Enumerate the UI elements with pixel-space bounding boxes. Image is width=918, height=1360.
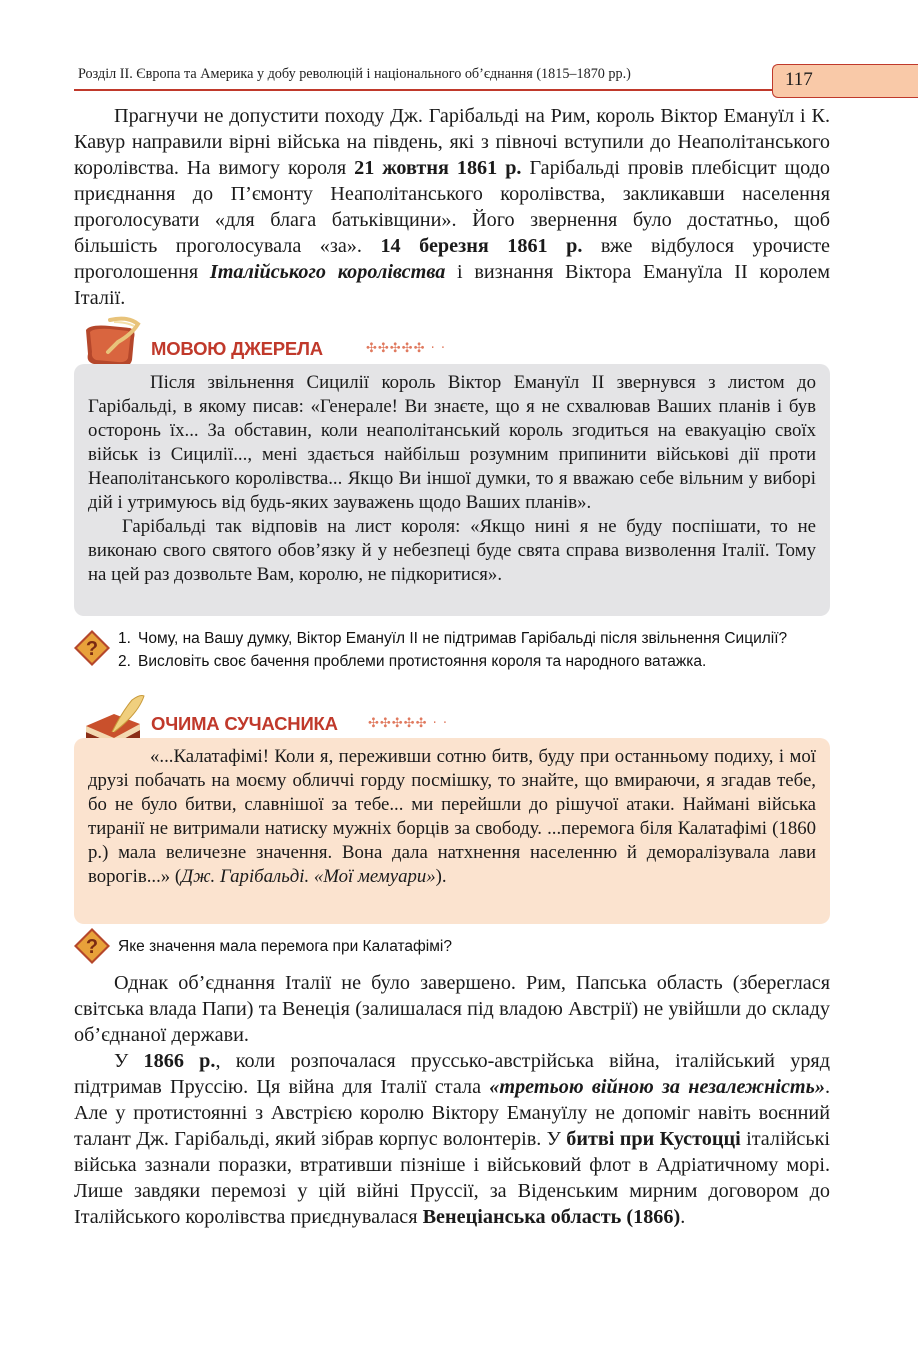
- bold-run: 1866 р.: [143, 1050, 216, 1072]
- source2-title: ОЧИМА СУЧАСНИКА: [151, 713, 338, 734]
- source2-quote: [88, 745, 816, 889]
- questions-list-1: [118, 628, 830, 672]
- title-ornament: ✣✣✣✣✣ · ·: [366, 341, 446, 356]
- question-number: 1.: [118, 630, 131, 647]
- source2-text: «...Калатафімі! Коли я, переживши сотню битв, буду при останньому подиху, і мої друзі побачать на моєму обличчі горду посмішку, то знайте, що вмираючи, я згадав тебе, бо не було битви, славнішої за тебе... ми перейшли до рішучої атаки. Наймані війська тиранії не витримали натиску мужніх борців за свободу. ...перемога біля Калатафімі (1860 р.) мала величезне значення. Вона дала натхнення населенню й деморалізувала лави ворогів...» (: [88, 746, 816, 887]
- page-number: 117: [785, 69, 813, 90]
- question-item: [118, 628, 830, 649]
- bold-run: 14 березня 1861 р.: [380, 235, 583, 257]
- text-run: італійські війська зазнали поразки, втративши пізніше і військовий флот в Адріатичному морі. Лише завдяки перемозі у цій війні Пруссії, за Віденським мирним договором до Італійського королівства приєднувалася: [74, 1128, 830, 1228]
- source2-end: ).: [435, 866, 447, 887]
- source1-title: МОВОЮ ДЖЕРЕЛА: [151, 338, 323, 359]
- header-rule: [74, 89, 774, 91]
- paragraph-third-war: [74, 1048, 830, 1230]
- source2-citation: Дж. Гарібальді. «Мої мемуари»: [181, 866, 436, 887]
- question-text: Висловіть своє бачення проблеми протистояння короля та народного ватажка.: [138, 653, 707, 670]
- text-run: Гарібальді провів плебісцит щодо приєднання до П’ємонту Неаполітанського королівства, закликавши населення проголосувати «для блага батьківщини». Його звернення було достатньо, щоб більшість проголосувала «за».: [74, 157, 830, 257]
- text-run: вже відбулося урочисте проголошення: [74, 235, 830, 283]
- text-run: і визнання Віктора Емануїла II королем Італії.: [74, 261, 830, 309]
- running-header: Розділ ІІ. Європа та Америка у добу революцій і національного об’єднання (1815–1870 рр.): [78, 66, 631, 82]
- source1-box: [74, 364, 830, 616]
- source2-box: [74, 738, 830, 924]
- bold-run: 21 жовтня 1861 р.: [354, 157, 522, 179]
- text-run: , коли розпочалася пруссько-австрійська війна, італійський уряд підтримав Пруссію. Ця війна для Італії стала: [74, 1050, 830, 1098]
- text-run: Прагнучи не допустити походу Дж. Гарібальді на Рим, король Віктор Емануїл і К. Кавур направили вірні війська на південь, які з півночі вступили до Неаполітанського королівства. На вимогу короля: [74, 105, 830, 179]
- source1-paragraph-2: Гарібальді так відповів на лист короля: «Якщо нині я не буду поспішати, то не виконаю свого святого обов’язку й у небезпеці буде свята справа визволення Італії. Тому на цей раз дозвольте Вам, королю, не підкоритися».: [88, 516, 816, 585]
- title-ornament: ✣✣✣✣✣ · ·: [368, 716, 448, 731]
- text-run: .: [680, 1206, 686, 1228]
- question-2: Яке значення мала перемога при Калатафімі?: [118, 938, 452, 955]
- paragraph-incomplete-unification: Однак об’єднання Італії не було завершено. Рим, Папська область (збереглася світська влада Папи) та Венеція (залишалася під владою Австрії) не увійшли до складу об’єднаної держави.: [74, 972, 830, 1046]
- question-text: Чому, на Вашу думку, Віктор Емануїл II не підтримав Гарібальді після звільнення Сицилії?: [138, 630, 788, 647]
- source1-paragraph-1: Після звільнення Сицилії король Віктор Емануїл II звернувся з листом до Гарібальді, в якому писав: «Генерале! Ви знаєте, що я не схвалював Ваших планів і був осторонь їх... За обставин, коли неаполітанський король згодиться на евакуацію своїх військ із Сицилії..., мені здається найбільш розумним припинити військові дії проти Неаполітанського королівства... Якщо Ви іншої думки, то я вважаю себе вільним у виборі дій і утримуюсь від будь-яких зауважень щодо Ваших планів».: [88, 372, 816, 513]
- question-diamond-icon: [72, 926, 112, 966]
- bold-run: битві при Кустоцці: [566, 1128, 741, 1150]
- page-number-tab: [772, 64, 918, 98]
- svg-text:?: ?: [85, 638, 99, 660]
- bold-italic-run: «третьою війною за незалежність»: [489, 1076, 825, 1098]
- text-run: У: [114, 1050, 144, 1072]
- bold-run: Венеціанська область (1866): [422, 1206, 681, 1228]
- question-number: 2.: [118, 653, 131, 670]
- question-item: [118, 651, 830, 672]
- bold-italic-run: Італійського королівства: [209, 261, 446, 283]
- question-diamond-icon: [72, 628, 112, 668]
- paragraph-unification: [74, 103, 830, 311]
- svg-text:?: ?: [85, 936, 99, 958]
- text-run: . Але у протистоянні з Австрією королю Віктору Емануїлу не допоміг навіть воєнний талант Дж. Гарібальді, який зібрав корпус волонтерів. У: [74, 1076, 830, 1150]
